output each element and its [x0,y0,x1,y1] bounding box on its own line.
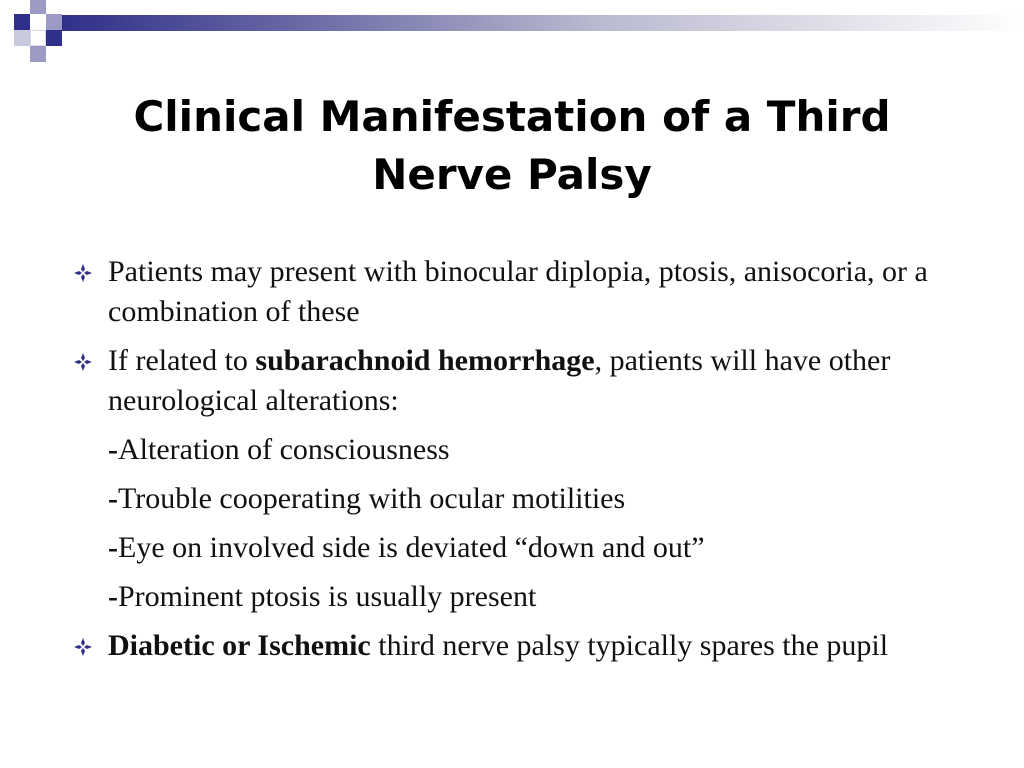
header-decoration [0,0,80,62]
decor-square [46,14,62,30]
slide-title [40,88,984,204]
sub-item-text: Alteration of consciousness [118,433,450,466]
bullet-text-bold: subarachnoid hemorrhage [255,344,595,377]
bullet-text-post: third nerve palsy typically spares the pupil [370,629,889,662]
dash: - [108,433,118,466]
sub-item [70,528,970,568]
dash: - [108,531,118,564]
decor-square [14,30,30,46]
dash: - [108,580,118,613]
title-line-1: Clinical Manifestation of a Third [133,92,891,141]
sub-item-text: Prominent ptosis is usually present [118,580,537,613]
bullet-text-pre: If related to [108,344,256,377]
bullet-item [70,341,970,421]
dash: - [108,482,118,515]
bullet-item [70,626,970,666]
decor-square [30,46,46,62]
bullet-text: Patients may present with binocular diplopia, ptosis, anisocoria, or a combination of these [108,255,928,328]
decor-square [14,14,30,30]
bullet-text-bold: Diabetic or Ischemic [108,629,371,662]
sub-item [70,479,970,519]
slide-content [70,252,970,675]
title-line-2: Nerve Palsy [372,150,652,199]
diamond-bullet-icon [74,353,92,371]
diamond-bullet-icon [74,638,92,656]
decor-square [46,30,62,46]
header-gradient-bar [62,15,1024,31]
sub-item [70,577,970,617]
diamond-bullet-icon [74,264,92,282]
bullet-text-post: , patients will have other neurological alterations: [108,344,891,417]
sub-item-text: Eye on involved side is deviated “down and out” [118,531,705,564]
decor-square [30,0,46,14]
bullet-item [70,252,970,332]
sub-item [70,430,970,470]
sub-item-text: Trouble cooperating with ocular motilities [118,482,626,515]
decor-square [30,30,46,46]
